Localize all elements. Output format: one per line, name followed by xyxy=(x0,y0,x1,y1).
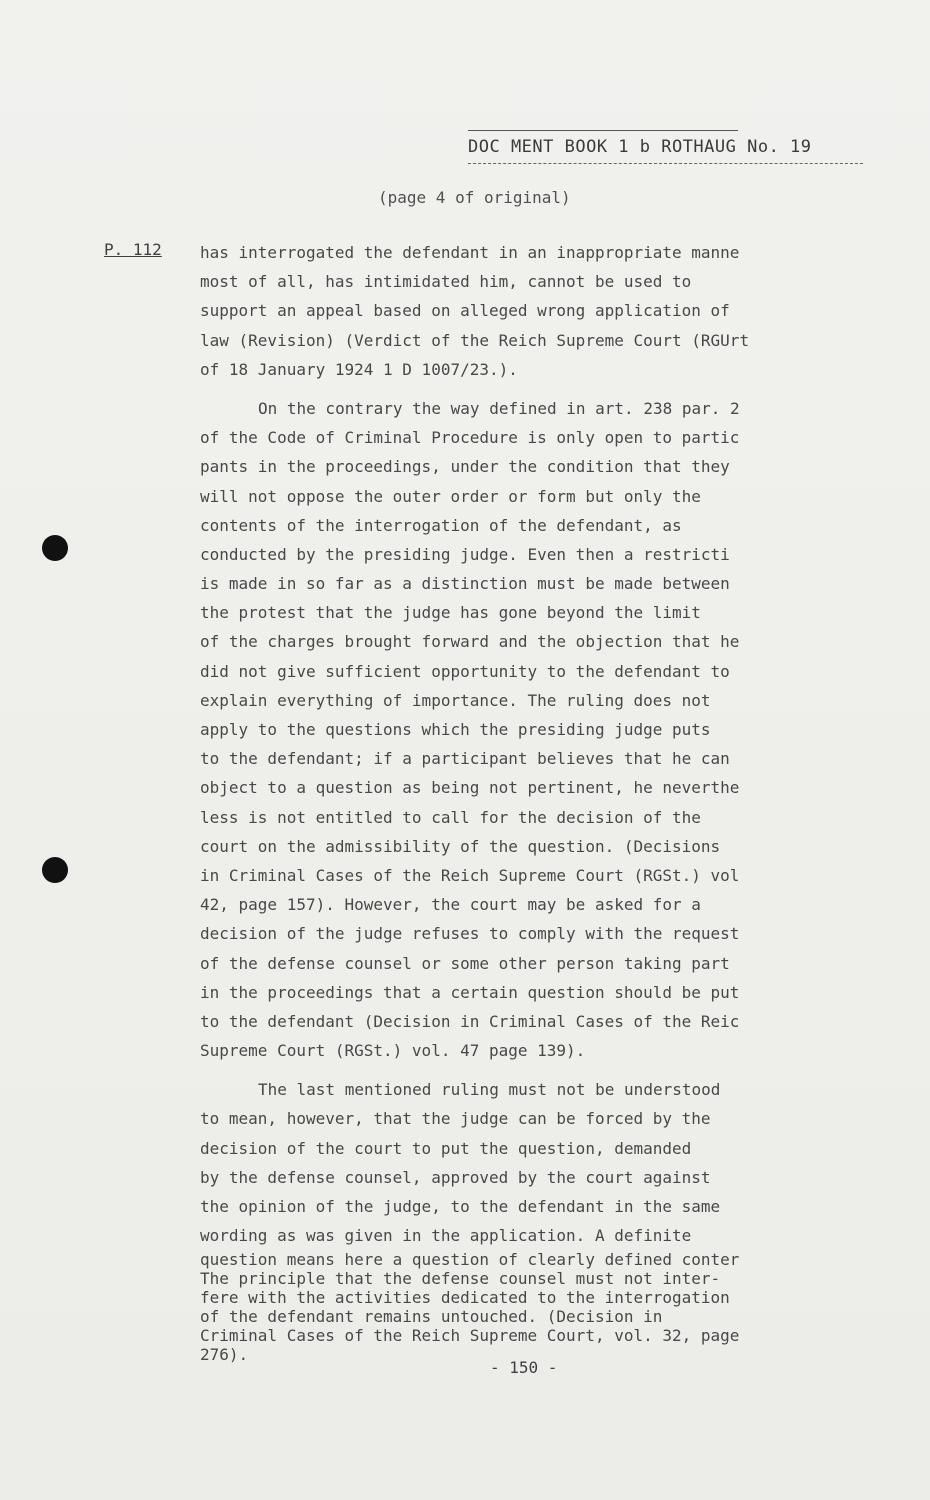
text-line: decision of the court to put the question, demanded xyxy=(200,1138,692,1158)
text-line: by the defense counsel, approved by the court against xyxy=(200,1167,711,1187)
text-line: in Criminal Cases of the Reich Supreme Court (RGSt.) vol xyxy=(200,865,740,885)
page-number: - 150 - xyxy=(490,1358,558,1377)
page-of-original: (page 4 of original) xyxy=(378,188,571,207)
text-line: did not give sufficient opportunity to the defendant to xyxy=(200,661,730,681)
punch-hole-upper xyxy=(42,535,68,561)
document-header xyxy=(468,130,868,164)
text-line: Criminal Cases of the Reich Supreme Court, vol. 32, page xyxy=(200,1326,740,1346)
text-line: support an appeal based on alleged wrong application of xyxy=(200,301,730,321)
paragraph-3 xyxy=(200,1075,880,1250)
text-line: 276). xyxy=(200,1345,249,1365)
text-line: object to a question as being not pertinent, he neverthe xyxy=(200,778,740,798)
paragraph-3-continuation xyxy=(200,1250,880,1364)
text-line: of the charges brought forward and the objection that he xyxy=(200,632,740,652)
text-line: The principle that the defense counsel must not inter- xyxy=(200,1269,721,1289)
text-line: conducted by the presiding judge. Even then a restricti xyxy=(200,544,730,564)
text-line: the opinion of the judge, to the defendant in the same xyxy=(200,1197,721,1216)
margin-page-reference: P. 112 xyxy=(104,240,162,259)
paragraph-1 xyxy=(200,238,880,384)
text-line: to the defendant; if a participant believes that he can xyxy=(200,749,730,769)
text-line: of 18 January 1924 1 D 1007/23.). xyxy=(200,359,518,379)
text-line: decision of the judge refuses to comply with the request xyxy=(200,924,740,944)
text-line: most of all, has intimidated him, cannot be used to xyxy=(200,272,692,292)
text-line: 42, page 157). However, the court may be asked for a xyxy=(200,895,701,915)
text-line: the protest that the judge has gone beyond the limit xyxy=(200,603,701,623)
text-line: wording as was given in the application. A definite xyxy=(200,1226,692,1246)
text-line: law (Revision) (Verdict of the Reich Supreme Court (RGUrt xyxy=(200,330,750,350)
text-line: pants in the proceedings, under the condition that they xyxy=(200,457,730,477)
text-line: of the defense counsel or some other person taking part xyxy=(200,953,730,973)
header-bottom-rule xyxy=(468,163,863,164)
text-line: to mean, however, that the judge can be forced by the xyxy=(200,1109,711,1129)
text-line: is made in so far as a distinction must be made between xyxy=(200,574,730,594)
text-line: of the Code of Criminal Procedure is only open to partic xyxy=(200,428,740,448)
text-line: in the proceedings that a certain question should be put xyxy=(200,982,740,1002)
text-line: fere with the activities dedicated to the interrogation xyxy=(200,1288,730,1308)
text-line: court on the admissibility of the question. (Decisions xyxy=(200,836,721,856)
text-line: contents of the interrogation of the defendant, as xyxy=(200,515,682,535)
text-line: less is not entitled to call for the decision of the xyxy=(200,807,701,827)
punch-hole-lower xyxy=(42,857,68,883)
text-line: apply to the questions which the presiding judge puts xyxy=(200,720,711,739)
text-line: has interrogated the defendant in an inappropriate manne xyxy=(200,243,740,262)
body-text xyxy=(200,238,880,1364)
text-line: question means here a question of clearly defined conter xyxy=(200,1250,740,1270)
paragraph-2 xyxy=(200,394,880,1065)
text-line: Supreme Court (RGSt.) vol. 47 page 139). xyxy=(200,1041,586,1061)
text-line: to the defendant (Decision in Criminal Cases of the Reic xyxy=(200,1011,740,1031)
document-book-title: DOC MENT BOOK 1 b ROTHAUG No. 19 xyxy=(468,137,812,157)
text-line: On the contrary the way defined in art. 238 par. 2 xyxy=(258,398,740,418)
text-line: explain everything of importance. The ruling does not xyxy=(200,690,711,710)
text-line: will not oppose the outer order or form but only the xyxy=(200,486,701,506)
text-line: of the defendant remains untouched. (Decision in xyxy=(200,1307,663,1327)
header-top-rule xyxy=(468,130,738,131)
text-line: The last mentioned ruling must not be understood xyxy=(258,1080,721,1100)
